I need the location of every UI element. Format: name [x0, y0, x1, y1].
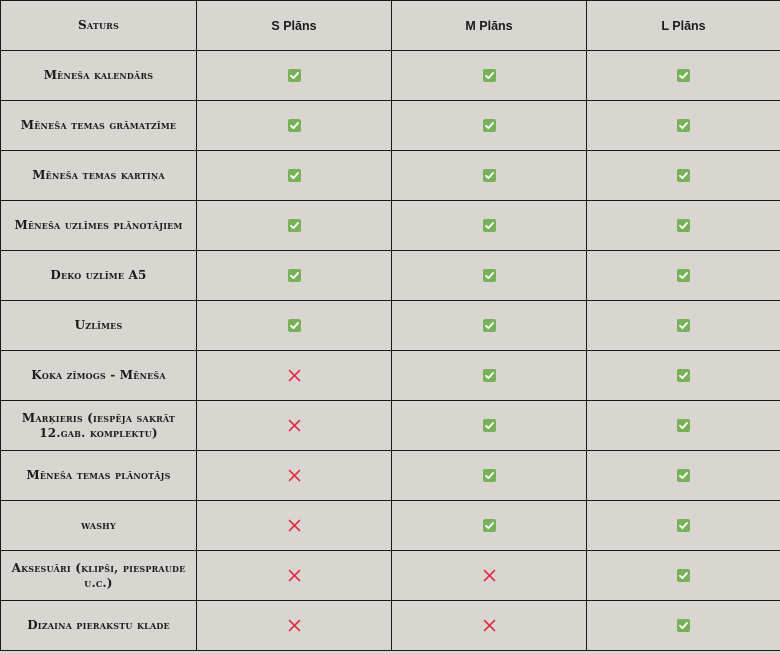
check-icon — [483, 369, 496, 382]
check-icon — [483, 319, 496, 332]
plan-m-cell — [392, 351, 587, 401]
check-icon — [677, 519, 690, 532]
plan-m-cell — [392, 451, 587, 501]
check-icon — [288, 169, 301, 182]
feature-label: Mēneša temas kartiņa — [1, 151, 197, 201]
plan-s-cell — [197, 401, 392, 451]
table-row — [1, 251, 780, 301]
plan-l-cell — [587, 401, 780, 451]
plan-l-cell — [587, 551, 780, 601]
cross-icon — [288, 519, 301, 532]
check-icon — [677, 69, 690, 82]
feature-label: Mēneša kalendārs — [1, 51, 197, 101]
plan-l-cell — [587, 351, 780, 401]
feature-label: Aksesuāri (klipši, piespraude u.c.) — [1, 551, 197, 601]
plan-s-cell — [197, 201, 392, 251]
table-row — [1, 201, 780, 251]
plan-l-cell — [587, 301, 780, 351]
cross-icon — [288, 369, 301, 382]
table-row — [1, 101, 780, 151]
plan-l-cell — [587, 251, 780, 301]
check-icon — [677, 619, 690, 632]
feature-label: Mēneša temas grāmatzīme — [1, 101, 197, 151]
check-icon — [677, 469, 690, 482]
check-icon — [483, 269, 496, 282]
table-row — [1, 451, 780, 501]
plan-s-cell — [197, 351, 392, 401]
plan-s-cell — [197, 501, 392, 551]
plan-l-cell — [587, 201, 780, 251]
column-header-m-plan: M Plāns — [392, 1, 587, 51]
table-row — [1, 551, 780, 601]
check-icon — [288, 319, 301, 332]
check-icon — [677, 369, 690, 382]
table-row — [1, 51, 780, 101]
plan-m-cell — [392, 151, 587, 201]
plan-m-cell — [392, 501, 587, 551]
table-row — [1, 601, 780, 651]
plan-l-cell — [587, 101, 780, 151]
table-row — [1, 301, 780, 351]
check-icon — [288, 119, 301, 132]
feature-label: Mēneša uzlīmes plānotājiem — [1, 201, 197, 251]
plan-m-cell — [392, 551, 587, 601]
column-header-s-plan: S Plāns — [197, 1, 392, 51]
check-icon — [483, 69, 496, 82]
plan-l-cell — [587, 451, 780, 501]
plan-s-cell — [197, 51, 392, 101]
plan-m-cell — [392, 101, 587, 151]
cross-icon — [288, 619, 301, 632]
cross-icon — [288, 419, 301, 432]
plan-s-cell — [197, 601, 392, 651]
check-icon — [677, 569, 690, 582]
plan-s-cell — [197, 151, 392, 201]
table-row — [1, 501, 780, 551]
cross-icon — [288, 569, 301, 582]
column-header-feature: Saturs — [1, 1, 197, 51]
plan-m-cell — [392, 401, 587, 451]
check-icon — [288, 219, 301, 232]
plan-s-cell — [197, 251, 392, 301]
plan-s-cell — [197, 101, 392, 151]
plan-s-cell — [197, 551, 392, 601]
table-header-row — [1, 1, 780, 51]
plan-m-cell — [392, 601, 587, 651]
plan-s-cell — [197, 301, 392, 351]
check-icon — [677, 419, 690, 432]
plan-m-cell — [392, 201, 587, 251]
cross-icon — [483, 619, 496, 632]
table-row — [1, 401, 780, 451]
check-icon — [677, 119, 690, 132]
check-icon — [483, 169, 496, 182]
plan-m-cell — [392, 251, 587, 301]
plan-m-cell — [392, 51, 587, 101]
plan-m-cell — [392, 301, 587, 351]
cross-icon — [483, 569, 496, 582]
feature-label: Dizaina pierakstu klade — [1, 601, 197, 651]
check-icon — [677, 269, 690, 282]
check-icon — [288, 269, 301, 282]
cross-icon — [288, 469, 301, 482]
check-icon — [483, 469, 496, 482]
check-icon — [677, 219, 690, 232]
plan-l-cell — [587, 151, 780, 201]
table-row — [1, 351, 780, 401]
check-icon — [677, 319, 690, 332]
column-header-l-plan: L Plāns — [587, 1, 780, 51]
check-icon — [483, 519, 496, 532]
feature-label: Mēneša temas plānotājs — [1, 451, 197, 501]
check-icon — [483, 119, 496, 132]
check-icon — [483, 419, 496, 432]
feature-label: Koka zīmogs - Mēneša — [1, 351, 197, 401]
feature-label: Marķieris (iespēja sakrāt 12.gab. komplektu) — [1, 401, 197, 451]
feature-label: Uzlīmes — [1, 301, 197, 351]
check-icon — [483, 219, 496, 232]
table-row — [1, 151, 780, 201]
plan-l-cell — [587, 501, 780, 551]
plan-s-cell — [197, 451, 392, 501]
feature-label: Deko uzlīme A5 — [1, 251, 197, 301]
plan-l-cell — [587, 601, 780, 651]
plan-l-cell — [587, 51, 780, 101]
feature-label: washy — [1, 501, 197, 551]
check-icon — [288, 69, 301, 82]
check-icon — [677, 169, 690, 182]
